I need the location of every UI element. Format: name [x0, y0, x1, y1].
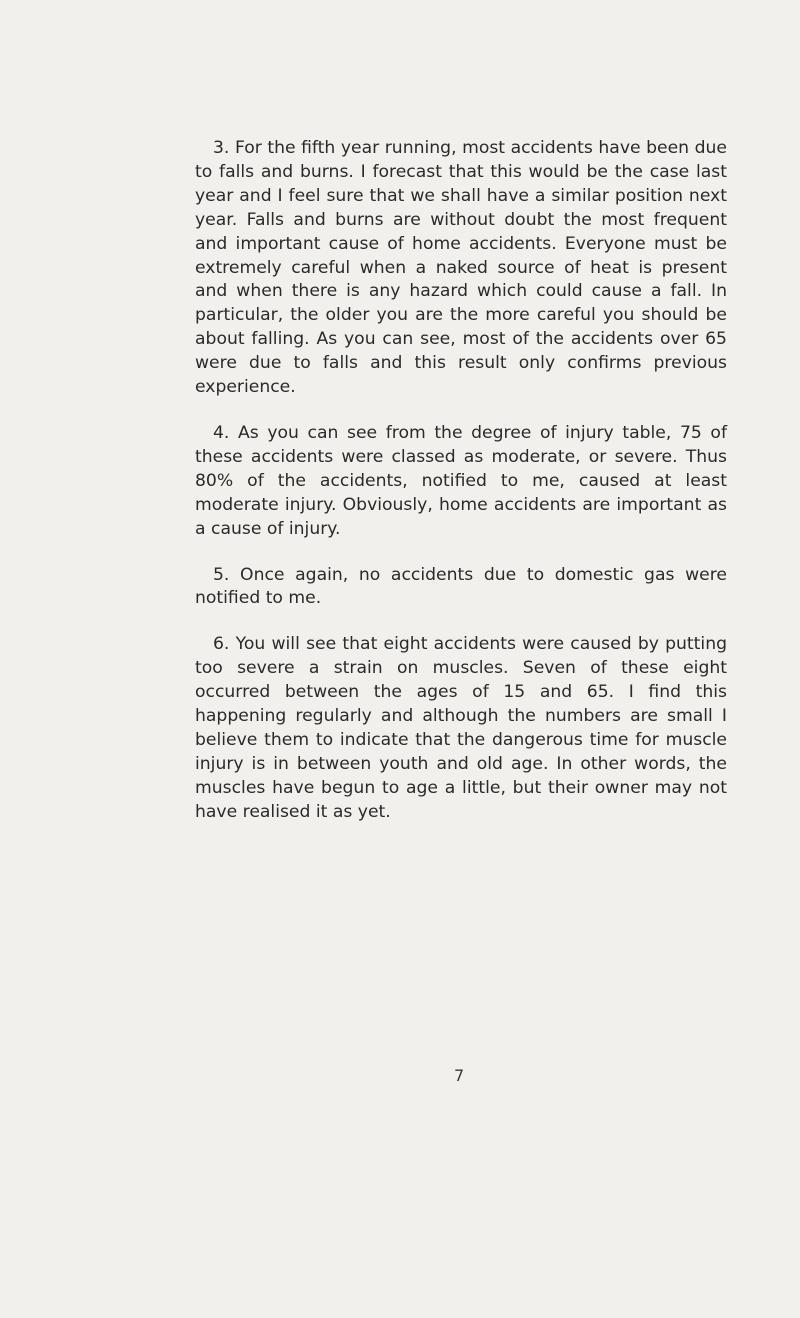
- paragraph-3: 3. For the fifth year running, most accidents have been due to falls and burns. I forecast that this would be the case last year and I feel sure that we shall have a similar position next year. Falls and burns are without doubt the most frequent and important cause of home accidents. Everyone must be extremely careful when a naked source of heat is present and when there is any hazard which could cause a fall. In particular, the older you are the more careful you should be about falling. As you can see, most of the accidents over 65 were due to falls and this result only confirms previous experience.: [195, 138, 727, 398]
- page-number: 7: [454, 1066, 465, 1085]
- paragraph-6: 6. You will see that eight accidents were caused by putting too severe a strain on muscles. Seven of these eight occurred between the ages of 15 and 65. I find this happening regularly and although the numbers are small I believe them to indicate that the dangerous time for muscle injury is in between youth and old age. In other words, the muscles have begun to age a little, but their owner may not have realised it as yet.: [195, 634, 727, 822]
- paragraph-5: 5. Once again, no accidents due to domestic gas were notified to me.: [195, 564, 727, 609]
- report-text: [195, 137, 727, 825]
- paragraph-4: 4. As you can see from the degree of injury table, 75 of these accidents were classed as moderate, or severe. Thus 80% of the accidents, notified to me, caused at least moderate injury. Obviously, home accidents are important as a cause of injury.: [195, 422, 727, 539]
